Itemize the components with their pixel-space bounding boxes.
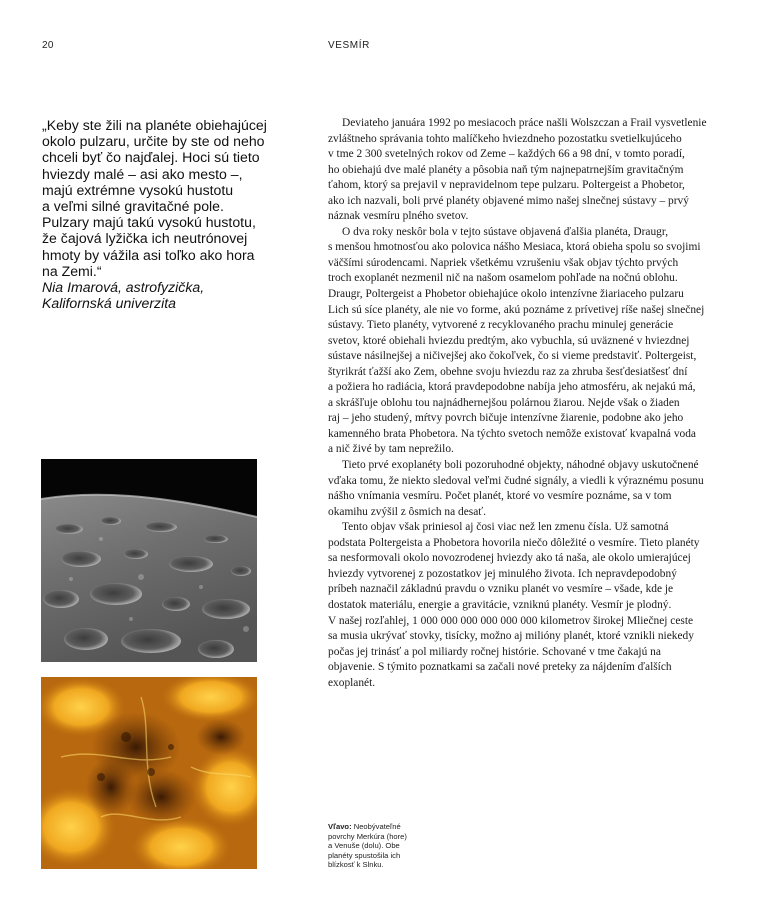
body-line: O dva roky neskôr bola v tejto sústave objavená ďalšia planéta, Draugr, xyxy=(342,225,669,238)
venus-photo xyxy=(41,677,257,869)
body-line: príbeh naznačil základnú pravdu o vzniku planét vo vesmíre – všade, kde je xyxy=(328,583,674,596)
body-line: Tento objav však priniesol aj čosi viac než len zmenu čísla. Už samotná xyxy=(342,521,669,534)
quote-line: okolo pulzaru, určite by ste od neho xyxy=(42,133,265,150)
caption-label: Vľavo: xyxy=(328,822,352,831)
quote-attribution: Kalifornská univerzita xyxy=(42,295,176,312)
body-line: exoplanét. xyxy=(328,676,376,689)
quote-line: chceli byť čo najďalej. Hoci sú tieto xyxy=(42,149,260,166)
body-line: ako ich nazvali, boli prvé planéty objavené mimo našej slnečnej sústavy – prvý xyxy=(328,194,689,207)
body-line: dostatok materiálu, energie a gravitácie, vzniknú planéty. Vesmír je plodný. xyxy=(328,598,672,611)
body-line: Draugr, Poltergeist a Phobetor obiehajúce okolo intenzívne žiariaceho pulzaru xyxy=(328,288,684,301)
body-line: sústave násilnejšej a ničivejšej ako čokoľvek, čo si vieme predstaviť. Poltergeist, xyxy=(328,350,697,363)
body-line: štyrikrát ťažší ako Zem, obehne svoju hviezdu raz za zhruba šesťdesiatšesť dní xyxy=(328,365,688,378)
quote-attribution: Nia Imarová, astrofyzička, xyxy=(42,279,205,296)
body-line: kamenného brata Phobetora. Na týchto svetoch nemôže existovať kvapalná voda xyxy=(328,427,696,440)
body-line: podstata Poltergeista a Phobetora hovorila niečo dôležité o vesmíre. Tieto planéty xyxy=(328,536,700,549)
quote-line: majú extrémne vysokú hustotu xyxy=(42,181,234,198)
quote-line: na Zemi.“ xyxy=(42,262,102,279)
body-line: Tieto prvé exoplanéty boli pozoruhodné objekty, náhodné objavy uskutočnené xyxy=(342,459,699,472)
pull-quote xyxy=(42,117,267,311)
body-line: Lich sú síce planéty, ale nie vo forme, akú poznáme z prívetivej ríše našej slnečnej xyxy=(328,303,705,316)
mercury-photo xyxy=(41,459,257,662)
quote-line: že čajová lyžička ich neutrónovej xyxy=(42,230,248,247)
figure-caption xyxy=(328,822,428,870)
body-line: a nič živé by tam neprežilo. xyxy=(328,443,454,456)
body-line: zvláštneho správania tohto malíčkeho hviezdneho pozostatku svetielkujúceho xyxy=(328,132,682,145)
body-line: sa nesformovali okolo novozrodenej hviezdy ako tá naša, ale okolo umierajúcej xyxy=(328,552,691,565)
body-line: sústavy. Tieto planéty, vytvorené z recyklovaného prachu minulej generácie xyxy=(328,319,674,332)
quote-line: a veľmi silné gravitačné pole. xyxy=(42,198,224,215)
caption-line: planéty spustošila ich xyxy=(328,850,401,860)
quote-line: hviezdy malé – asi ako mesto –, xyxy=(42,165,243,182)
body-text xyxy=(328,116,728,691)
body-line: hviezdy vytvorenej z pozostatkov jej minulého života. Ich nepravdepodobný xyxy=(328,567,677,580)
quote-line: „Keby ste žili na planéte obiehajúcej xyxy=(42,117,267,133)
body-line: ťahom, ktorý sa prejavil v nepravidelnom tepe pulzaru. Poltergeist a Phobetor, xyxy=(328,179,685,192)
body-line: svetov, ktoré obiehali hviezdu predtým, ako vybuchla, sú uväznené v hviezdnej xyxy=(328,334,690,347)
body-line: V našej rozľahlej, 1 000 000 000 000 000 000 kilometrov širokej Mliečnej ceste xyxy=(328,614,694,627)
quote-line: hmoty by vážila asi toľko ako hora xyxy=(42,246,255,263)
body-line: náznak vesmíru plného svetov. xyxy=(328,210,469,223)
body-line: ho obiehajú dve malé planéty a pôsobia naň tým najnepatrnejším gravitačným xyxy=(328,163,684,176)
body-line: počas jej trinásť a pol miliardy ročnej histórie. Schované v tme čakajú na xyxy=(328,645,661,658)
body-line: vďaka tomu, že niekto sledoval veľmi čudné signály, a viedli k výraznému posunu xyxy=(328,474,704,487)
body-line: s menšou hmotnosťou ako polovica nášho Mesiaca, ktorá obieha spolu so svojimi xyxy=(328,241,701,254)
caption-line: a Venuše (dolu). Obe xyxy=(328,841,400,851)
body-line: objavenie. S týmito poznatkami sa začali nové preteky za nájdením ďalších xyxy=(328,661,672,674)
body-line: väčšími súrodencami. Napriek všetkému vzrušeniu však objav týchto prvých xyxy=(328,256,679,269)
page-number: 20 xyxy=(42,40,54,51)
caption-line: blízkosť k Slnku. xyxy=(328,860,384,870)
body-line: Deviateho januára 1992 po mesiacoch práce našli Wolszczan a Frail vysvetlenie xyxy=(342,117,707,129)
body-line: raj – jeho studený, mŕtvy povrch bičuje intenzívne žiarenie, podobne ako jeho xyxy=(328,412,684,425)
body-line: nášho vnímania vesmíru. Počet planét, ktoré vo vesmíre poznáme, sa v tom xyxy=(328,490,672,503)
section-title: VESMÍR xyxy=(328,40,370,51)
body-line: sa musia ukrývať stovky, tisícky, možno aj milióny planét, ktoré vznikli niekedy xyxy=(328,630,694,643)
body-line: a skrášľuje oblohu tou najnádhernejšou polárnou žiarou. Nejde však o žiaden xyxy=(328,396,680,409)
caption-text: Neobývateľné xyxy=(351,822,401,831)
quote-line: Pulzary majú takú vysokú hustotu, xyxy=(42,214,256,231)
body-line: a požiera ho radiácia, ktorá pravdepodobne nabíja jeho atmosféru, ak nejakú má, xyxy=(328,381,696,394)
body-line: okamihu zvýšil z ôsmich na desať. xyxy=(328,505,486,518)
caption-first-line xyxy=(328,822,428,832)
body-line: v tme 2 300 svetelných rokov od Zeme – každých 66 a 98 dní, v tomto poradí, xyxy=(328,148,685,161)
caption-line: povrchy Merkúra (hore) xyxy=(328,831,407,841)
body-line: troch exoplanét nezmenil nič na našom osamelom pohľade na nočnú oblohu. xyxy=(328,272,678,285)
